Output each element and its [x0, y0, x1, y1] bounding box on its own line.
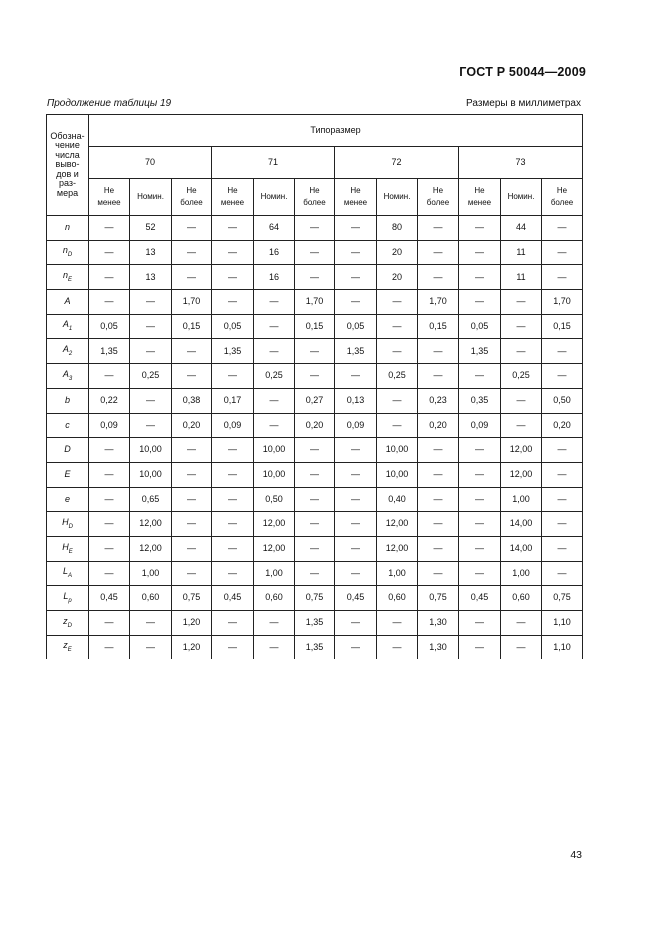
- value-cell: —: [335, 438, 377, 463]
- table-row: [47, 240, 583, 265]
- value-cell: —: [295, 561, 335, 586]
- value-cell: —: [172, 216, 212, 241]
- value-cell: 12,00: [501, 462, 542, 487]
- value-cell: 0,09: [459, 413, 501, 438]
- value-cell: 0,15: [295, 314, 335, 339]
- max-header: Не более: [542, 179, 583, 216]
- value-cell: —: [295, 240, 335, 265]
- value-cell: 0,75: [542, 586, 583, 611]
- value-cell: 1,70: [418, 290, 459, 315]
- value-cell: —: [501, 611, 542, 636]
- value-cell: 0,25: [254, 364, 295, 389]
- value-cell: —: [459, 512, 501, 537]
- table-row: [47, 216, 583, 241]
- size-header-70: 70: [89, 147, 212, 179]
- min-header: Не менее: [89, 179, 130, 216]
- parameter-cell: D: [47, 438, 89, 463]
- value-cell: 0,25: [501, 364, 542, 389]
- value-cell: —: [459, 611, 501, 636]
- value-cell: —: [130, 635, 172, 659]
- value-cell: 1,70: [172, 290, 212, 315]
- value-cell: —: [501, 314, 542, 339]
- value-cell: —: [459, 290, 501, 315]
- size-group-header: Типоразмер: [89, 115, 583, 147]
- max-header: Не более: [418, 179, 459, 216]
- nom-header: Номин.: [501, 179, 542, 216]
- value-cell: —: [335, 364, 377, 389]
- value-cell: 1,00: [501, 561, 542, 586]
- value-cell: —: [418, 364, 459, 389]
- value-cell: 0,15: [542, 314, 583, 339]
- value-cell: 1,35: [335, 339, 377, 364]
- value-cell: —: [212, 216, 254, 241]
- parameter-cell: $n_E$: [47, 265, 89, 290]
- value-cell: 16: [254, 240, 295, 265]
- value-cell: —: [295, 487, 335, 512]
- value-cell: 1,35: [212, 339, 254, 364]
- value-cell: —: [130, 413, 172, 438]
- value-cell: —: [459, 462, 501, 487]
- value-cell: 1,10: [542, 635, 583, 659]
- value-cell: —: [335, 290, 377, 315]
- page-number: 43: [570, 849, 582, 861]
- table-row: [47, 561, 583, 586]
- value-cell: 0,50: [542, 388, 583, 413]
- value-cell: —: [542, 462, 583, 487]
- value-cell: —: [377, 339, 418, 364]
- value-cell: 12,00: [377, 536, 418, 561]
- value-cell: —: [212, 561, 254, 586]
- value-cell: 10,00: [377, 438, 418, 463]
- parameter-cell: $A_1$: [47, 314, 89, 339]
- value-cell: 0,20: [295, 413, 335, 438]
- table-row: [47, 512, 583, 537]
- value-cell: 0,25: [377, 364, 418, 389]
- value-cell: —: [172, 536, 212, 561]
- value-cell: —: [418, 265, 459, 290]
- value-cell: —: [172, 462, 212, 487]
- size-header-73: 73: [459, 147, 583, 179]
- value-cell: 0,60: [130, 586, 172, 611]
- value-cell: 0,60: [501, 586, 542, 611]
- value-cell: —: [295, 265, 335, 290]
- value-cell: —: [377, 611, 418, 636]
- value-cell: 44: [501, 216, 542, 241]
- max-header: Не более: [172, 179, 212, 216]
- value-cell: —: [542, 364, 583, 389]
- table-row: [47, 290, 583, 315]
- value-cell: 0,75: [172, 586, 212, 611]
- value-cell: 1,20: [172, 635, 212, 659]
- value-cell: —: [377, 314, 418, 339]
- value-cell: —: [89, 438, 130, 463]
- value-cell: —: [172, 265, 212, 290]
- value-cell: 1,35: [89, 339, 130, 364]
- standard-number: ГОСТ Р 50044—2009: [459, 65, 586, 79]
- value-cell: —: [418, 240, 459, 265]
- value-cell: 0,20: [172, 413, 212, 438]
- value-cell: —: [377, 290, 418, 315]
- value-cell: —: [212, 635, 254, 659]
- parameter-cell: A: [47, 290, 89, 315]
- value-cell: 0,22: [89, 388, 130, 413]
- value-cell: 0,20: [418, 413, 459, 438]
- value-cell: —: [130, 388, 172, 413]
- value-cell: 10,00: [254, 438, 295, 463]
- value-cell: —: [89, 512, 130, 537]
- value-cell: 14,00: [501, 512, 542, 537]
- value-cell: —: [459, 635, 501, 659]
- value-cell: —: [335, 512, 377, 537]
- value-cell: 0,17: [212, 388, 254, 413]
- value-cell: —: [542, 487, 583, 512]
- value-cell: —: [254, 290, 295, 315]
- value-cell: —: [459, 364, 501, 389]
- value-cell: 0,20: [542, 413, 583, 438]
- value-cell: 0,13: [335, 388, 377, 413]
- value-cell: 52: [130, 216, 172, 241]
- value-cell: —: [418, 216, 459, 241]
- parameter-cell: b: [47, 388, 89, 413]
- value-cell: —: [130, 611, 172, 636]
- value-cell: —: [542, 339, 583, 364]
- value-cell: 0,09: [212, 413, 254, 438]
- value-cell: 1,00: [254, 561, 295, 586]
- table-row: [47, 265, 583, 290]
- value-cell: —: [212, 265, 254, 290]
- parameter-cell: $A_2$: [47, 339, 89, 364]
- value-cell: 0,75: [295, 586, 335, 611]
- value-cell: 12,00: [254, 512, 295, 537]
- value-cell: —: [295, 536, 335, 561]
- value-cell: —: [89, 635, 130, 659]
- value-cell: 12,00: [501, 438, 542, 463]
- value-cell: —: [335, 611, 377, 636]
- value-cell: 10,00: [130, 462, 172, 487]
- value-cell: —: [501, 635, 542, 659]
- value-cell: —: [89, 536, 130, 561]
- table-continuation-caption: Продолжение таблицы 19: [47, 98, 172, 109]
- value-cell: —: [172, 240, 212, 265]
- value-cell: —: [335, 240, 377, 265]
- value-cell: —: [501, 290, 542, 315]
- value-cell: —: [418, 339, 459, 364]
- value-cell: 12,00: [130, 512, 172, 537]
- nom-header: Номин.: [254, 179, 295, 216]
- value-cell: 0,05: [335, 314, 377, 339]
- value-cell: 1,00: [501, 487, 542, 512]
- table-row: [47, 413, 583, 438]
- value-cell: —: [542, 438, 583, 463]
- value-cell: —: [172, 487, 212, 512]
- value-cell: —: [542, 536, 583, 561]
- value-cell: 12,00: [130, 536, 172, 561]
- value-cell: —: [418, 462, 459, 487]
- value-cell: —: [295, 216, 335, 241]
- value-cell: —: [459, 438, 501, 463]
- parameter-cell: $z_E$: [47, 635, 89, 659]
- value-cell: 20: [377, 265, 418, 290]
- value-cell: —: [89, 240, 130, 265]
- value-cell: 0,65: [130, 487, 172, 512]
- value-cell: —: [212, 611, 254, 636]
- value-cell: —: [89, 216, 130, 241]
- value-cell: 0,25: [130, 364, 172, 389]
- value-cell: 1,70: [542, 290, 583, 315]
- value-cell: 12,00: [377, 512, 418, 537]
- value-cell: —: [295, 462, 335, 487]
- value-cell: —: [335, 265, 377, 290]
- value-cell: 16: [254, 265, 295, 290]
- value-cell: 0,60: [377, 586, 418, 611]
- value-cell: 13: [130, 240, 172, 265]
- value-cell: 0,60: [254, 586, 295, 611]
- value-cell: —: [254, 314, 295, 339]
- value-cell: —: [335, 216, 377, 241]
- value-cell: —: [501, 388, 542, 413]
- table-row: [47, 364, 583, 389]
- value-cell: 1,70: [295, 290, 335, 315]
- table-row: [47, 536, 583, 561]
- value-cell: 1,20: [172, 611, 212, 636]
- table-row: [47, 586, 583, 611]
- size-header-71: 71: [212, 147, 335, 179]
- min-header: Не менее: [459, 179, 501, 216]
- parameter-cell: $L_A$: [47, 561, 89, 586]
- units-caption: Размеры в миллиметрах: [466, 98, 581, 109]
- value-cell: 80: [377, 216, 418, 241]
- value-cell: —: [295, 512, 335, 537]
- value-cell: —: [377, 388, 418, 413]
- value-cell: 0,40: [377, 487, 418, 512]
- parameter-cell: $n_D$: [47, 240, 89, 265]
- value-cell: —: [254, 413, 295, 438]
- value-cell: 10,00: [130, 438, 172, 463]
- value-cell: —: [377, 635, 418, 659]
- value-cell: —: [459, 216, 501, 241]
- value-cell: —: [89, 462, 130, 487]
- value-cell: —: [335, 462, 377, 487]
- value-cell: 1,30: [418, 635, 459, 659]
- value-cell: —: [89, 611, 130, 636]
- value-cell: —: [212, 536, 254, 561]
- value-cell: —: [172, 438, 212, 463]
- parameter-cell: e: [47, 487, 89, 512]
- value-cell: 11: [501, 240, 542, 265]
- value-cell: —: [459, 536, 501, 561]
- value-cell: —: [172, 364, 212, 389]
- size-header-72: 72: [335, 147, 459, 179]
- value-cell: —: [542, 240, 583, 265]
- value-cell: —: [542, 265, 583, 290]
- min-header: Не менее: [212, 179, 254, 216]
- nom-header: Номин.: [377, 179, 418, 216]
- value-cell: —: [295, 339, 335, 364]
- value-cell: 0,09: [89, 413, 130, 438]
- value-cell: —: [89, 265, 130, 290]
- value-cell: 11: [501, 265, 542, 290]
- value-cell: 1,00: [130, 561, 172, 586]
- value-cell: 0,05: [459, 314, 501, 339]
- value-cell: —: [254, 388, 295, 413]
- value-cell: —: [212, 364, 254, 389]
- dimensions-table: [46, 114, 583, 659]
- value-cell: 0,27: [295, 388, 335, 413]
- value-cell: —: [172, 339, 212, 364]
- value-cell: —: [418, 561, 459, 586]
- value-cell: 64: [254, 216, 295, 241]
- value-cell: 12,00: [254, 536, 295, 561]
- table-row: [47, 611, 583, 636]
- value-cell: —: [254, 339, 295, 364]
- parameter-cell: $z_D$: [47, 611, 89, 636]
- value-cell: —: [212, 438, 254, 463]
- nom-header: Номин.: [130, 179, 172, 216]
- value-cell: —: [295, 364, 335, 389]
- value-cell: 14,00: [501, 536, 542, 561]
- value-cell: 1,35: [295, 635, 335, 659]
- parameter-cell: $H_D$: [47, 512, 89, 537]
- value-cell: —: [501, 339, 542, 364]
- value-cell: —: [130, 290, 172, 315]
- value-cell: —: [172, 561, 212, 586]
- value-cell: 20: [377, 240, 418, 265]
- value-cell: —: [459, 487, 501, 512]
- value-cell: 1,30: [418, 611, 459, 636]
- value-cell: 0,50: [254, 487, 295, 512]
- parameter-cell: c: [47, 413, 89, 438]
- table-row: [47, 388, 583, 413]
- value-cell: 1,10: [542, 611, 583, 636]
- value-cell: 0,45: [89, 586, 130, 611]
- value-cell: 0,15: [172, 314, 212, 339]
- value-cell: —: [418, 512, 459, 537]
- value-cell: —: [542, 216, 583, 241]
- value-cell: —: [212, 512, 254, 537]
- value-cell: —: [172, 512, 212, 537]
- value-cell: 0,75: [418, 586, 459, 611]
- table-row: [47, 314, 583, 339]
- min-header: Не менее: [335, 179, 377, 216]
- parameter-cell: $H_E$: [47, 536, 89, 561]
- parameter-cell: n: [47, 216, 89, 241]
- table-row: [47, 438, 583, 463]
- value-cell: —: [501, 413, 542, 438]
- value-cell: —: [335, 635, 377, 659]
- value-cell: 0,45: [212, 586, 254, 611]
- value-cell: —: [295, 438, 335, 463]
- value-cell: —: [130, 314, 172, 339]
- value-cell: —: [459, 265, 501, 290]
- value-cell: —: [89, 364, 130, 389]
- value-cell: 0,15: [418, 314, 459, 339]
- table-row: [47, 462, 583, 487]
- value-cell: 0,35: [459, 388, 501, 413]
- value-cell: —: [254, 635, 295, 659]
- value-cell: 1,35: [295, 611, 335, 636]
- value-cell: —: [377, 413, 418, 438]
- value-cell: 0,23: [418, 388, 459, 413]
- value-cell: 0,45: [335, 586, 377, 611]
- value-cell: —: [212, 290, 254, 315]
- value-cell: —: [418, 438, 459, 463]
- value-cell: —: [459, 561, 501, 586]
- parameter-cell: E: [47, 462, 89, 487]
- value-cell: 1,00: [377, 561, 418, 586]
- table-row: [47, 487, 583, 512]
- value-cell: 0,05: [89, 314, 130, 339]
- value-cell: 0,38: [172, 388, 212, 413]
- value-cell: 0,09: [335, 413, 377, 438]
- value-cell: —: [335, 561, 377, 586]
- value-cell: —: [459, 240, 501, 265]
- value-cell: —: [212, 462, 254, 487]
- table-row: [47, 339, 583, 364]
- value-cell: 1,35: [459, 339, 501, 364]
- value-cell: 0,05: [212, 314, 254, 339]
- max-header: Не более: [295, 179, 335, 216]
- value-cell: 0,45: [459, 586, 501, 611]
- value-cell: —: [418, 487, 459, 512]
- value-cell: —: [335, 536, 377, 561]
- parameter-cell: $L_p$: [47, 586, 89, 611]
- value-cell: —: [89, 290, 130, 315]
- value-cell: —: [212, 240, 254, 265]
- table-row: [47, 635, 583, 659]
- designation-header: Обозна- чение числа выво- дов и раз- мера: [47, 115, 89, 216]
- value-cell: —: [212, 487, 254, 512]
- value-cell: 13: [130, 265, 172, 290]
- value-cell: —: [89, 561, 130, 586]
- value-cell: —: [254, 611, 295, 636]
- value-cell: —: [542, 561, 583, 586]
- value-cell: 10,00: [377, 462, 418, 487]
- value-cell: —: [542, 512, 583, 537]
- value-cell: —: [335, 487, 377, 512]
- value-cell: —: [130, 339, 172, 364]
- value-cell: 10,00: [254, 462, 295, 487]
- parameter-cell: $A_3$: [47, 364, 89, 389]
- value-cell: —: [418, 536, 459, 561]
- value-cell: —: [89, 487, 130, 512]
